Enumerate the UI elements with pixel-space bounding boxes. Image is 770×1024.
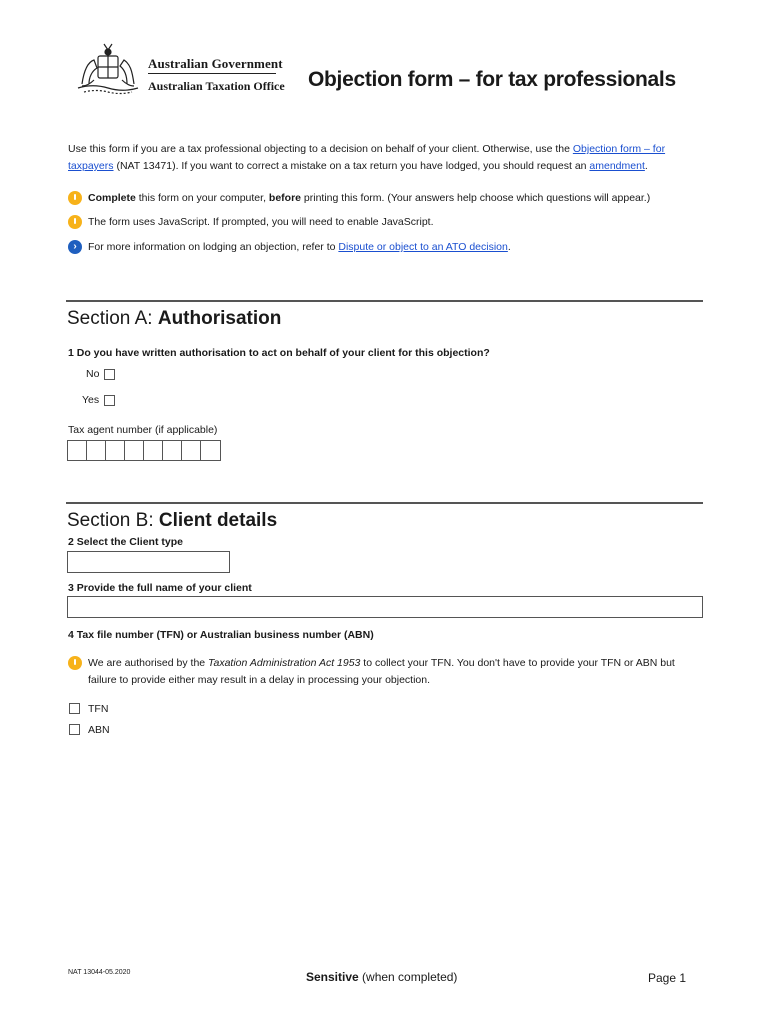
notice-text: For more information on lodging an objection, refer to Dispute or object to an ATO decision.: [88, 241, 511, 253]
notice-text: We are authorised by the Taxation Administration Act 1953 to collect your TFN. You don't have to provide your TFN or ABN but failure to provide either may result in a delay in processing your objection.: [88, 657, 675, 686]
form-code: NAT 13044-05.2020: [68, 969, 131, 976]
section-b-heading: Section B: Client details: [67, 510, 278, 531]
sensitivity-label: Sensitive (when completed): [306, 970, 458, 984]
intro-text-2: (NAT 13471). If you want to correct a mistake on a tax return you have lodged, you should request an: [113, 160, 590, 172]
tfn-label: TFN: [88, 703, 109, 715]
option-yes-label: Yes: [82, 394, 100, 406]
notice-complete-on-computer: [68, 190, 650, 207]
office-name: Australian Taxation Office: [148, 79, 285, 93]
option-no-label: No: [86, 368, 100, 380]
form-title: Objection form – for tax professionals: [308, 68, 676, 91]
page-number: Page 1: [648, 971, 687, 985]
section-a-divider: [66, 300, 703, 302]
digit-cell[interactable]: [106, 441, 125, 460]
notice-javascript: [68, 214, 434, 231]
section-a-heading: Section A: Authorisation: [67, 308, 282, 329]
dispute-decision-link[interactable]: Dispute or object to an ATO decision: [338, 241, 508, 253]
tax-agent-number-label: Tax agent number (if applicable): [68, 424, 218, 436]
option-no-checkbox[interactable]: [104, 369, 115, 380]
question-3: 3 Provide the full name of your client: [68, 582, 252, 594]
intro-text-1: Use this form if you are a tax professional objecting to a decision on behalf of your client. Otherwise, use the: [68, 143, 573, 155]
digit-cell[interactable]: [144, 441, 163, 460]
option-yes-checkbox[interactable]: [104, 395, 115, 406]
exclamation-icon: [68, 656, 82, 670]
chevron-right-icon: ›: [68, 240, 82, 254]
notice-more-information: [68, 239, 511, 256]
digit-cell[interactable]: [163, 441, 182, 460]
notice-text: The form uses JavaScript. If prompted, you will need to enable JavaScript.: [88, 216, 434, 228]
client-full-name-input[interactable]: [67, 596, 703, 618]
intro-text-3: .: [644, 160, 648, 172]
digit-cell[interactable]: [182, 441, 201, 460]
digit-cell[interactable]: [125, 441, 144, 460]
amendment-link[interactable]: amendment: [589, 160, 645, 172]
abn-checkbox[interactable]: [69, 724, 80, 735]
digit-cell[interactable]: [201, 441, 220, 460]
government-name: Australian Government: [148, 56, 283, 71]
exclamation-icon: [68, 191, 82, 205]
client-type-select[interactable]: [67, 551, 230, 573]
header-divider: [148, 73, 276, 74]
question-1: 1 Do you have written authorisation to act on behalf of your client for this objection?: [68, 347, 490, 359]
section-b-divider: [66, 502, 703, 504]
notice-text: Complete this form on your computer, before printing this form. (Your answers help choose which questions will appear.): [88, 192, 651, 204]
digit-cell[interactable]: [68, 441, 87, 460]
tfn-checkbox[interactable]: [69, 703, 80, 714]
digit-cell[interactable]: [87, 441, 106, 460]
privacy-notice: [68, 655, 688, 689]
question-4: 4 Tax file number (TFN) or Australian business number (ABN): [68, 629, 374, 641]
taxpayer-form-link[interactable]: Objection form – for taxpayers: [68, 143, 666, 172]
tax-agent-number-input[interactable]: [67, 440, 221, 461]
intro-paragraph: [68, 141, 688, 175]
exclamation-icon: [68, 215, 82, 229]
abn-label: ABN: [88, 724, 110, 736]
coat-of-arms-icon: [74, 40, 142, 96]
question-2: 2 Select the Client type: [68, 536, 183, 548]
